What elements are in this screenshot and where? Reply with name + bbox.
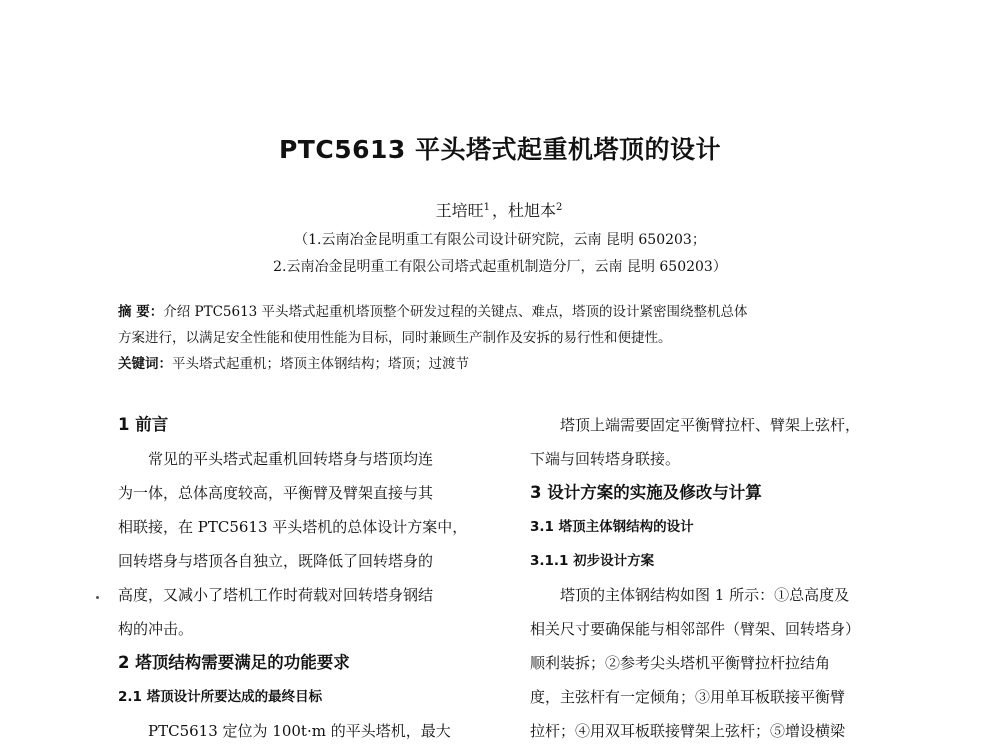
paper-title: PTC5613 平头塔式起重机塔顶的设计: [278, 135, 721, 164]
body-line: 塔顶的主体钢结构如图 1 所示：①总高度及: [560, 586, 850, 604]
author-2-affiliation-mark: 2: [556, 201, 563, 213]
keywords-text: 平头塔式起重机；塔顶主体钢结构；塔顶；过渡节: [172, 356, 469, 372]
right-column: [530, 408, 890, 748]
section-heading: 1 前言: [118, 415, 169, 434]
scan-speck: [96, 596, 99, 599]
body-line: 拉杆；④用双耳板联接臂架上弦杆；⑤增设横梁: [530, 722, 846, 740]
author-1-affiliation-mark: 1: [483, 201, 490, 213]
body-line: 相联接，在 PTC5613 平头塔机的总体设计方案中，: [118, 518, 468, 536]
body-line: 相关尺寸要确保能与相邻部件（臂架、回转塔身）: [530, 620, 861, 638]
body-line: 构的冲击。: [118, 620, 194, 638]
subsection-heading: 2.1 塔顶设计所要达成的最终目标: [118, 689, 323, 705]
body-line: 高度，又减小了塔机工作时荷载对回转塔身钢结: [118, 586, 434, 604]
abstract-label: 摘 要：: [118, 304, 164, 320]
author-separator: ，: [491, 201, 508, 220]
abstract-text-1: 介绍 PTC5613 平头塔式起重机塔顶整个研发过程的关键点、难点，塔顶的设计紧密围绕整机总体: [163, 304, 748, 320]
keywords-label: 关键词：: [118, 356, 172, 372]
abstract-text-2: 方案进行，以满足安全性能和使用性能为目标，同时兼顾生产制作及安拆的易行性和便捷性。: [118, 330, 672, 346]
abstract-line-2: [118, 325, 888, 351]
author-line: [0, 198, 1000, 221]
body-line: 回转塔身与塔顶各自独立，既降低了回转塔身的: [118, 552, 434, 570]
author-2: 杜旭本: [508, 201, 557, 220]
body-line: 为一体，总体高度较高，平衡臂及臂架直接与其: [118, 484, 434, 502]
affiliation-1: （1.云南冶金昆明重工有限公司设计研究院，云南 昆明 650203；: [294, 232, 706, 248]
author-1: 王培旺: [435, 201, 484, 220]
body-line: 常见的平头塔式起重机回转塔身与塔顶均连: [148, 450, 434, 468]
keywords-line: [118, 351, 888, 377]
subsubsection-heading: 3.1.1 初步设计方案: [530, 553, 655, 569]
body-line: 塔顶上端需要固定平衡臂拉杆、臂架上弦杆，: [560, 416, 861, 434]
section-heading: 3 设计方案的实施及修改与计算: [530, 483, 762, 502]
body-line: 顺利装拆；②参考尖头塔机平衡臂拉杆拉结角: [530, 654, 831, 672]
body-line: PTC5613 定位为 100t·m 的平头塔机，最大: [148, 722, 451, 740]
section-heading: 2 塔顶结构需要满足的功能要求: [118, 653, 350, 672]
body-line: 下端与回转塔身联接。: [530, 450, 681, 468]
subsection-heading: 3.1 塔顶主体钢结构的设计: [530, 519, 694, 535]
body-line: 度，主弦杆有一定倾角；③用单耳板联接平衡臂: [530, 688, 846, 706]
left-column: [118, 408, 498, 748]
affiliation-2: 2.云南冶金昆明重工有限公司塔式起重机制造分厂，云南 昆明 650203）: [273, 259, 727, 275]
abstract-line-1: [118, 299, 888, 325]
